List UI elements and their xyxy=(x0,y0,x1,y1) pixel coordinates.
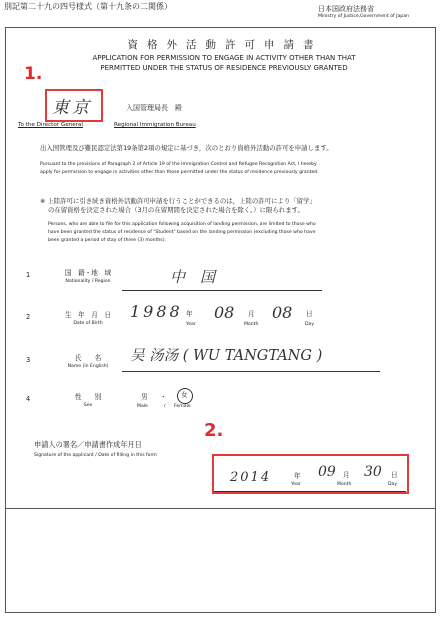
dob-year-jp: 年 xyxy=(186,310,193,318)
signature-year-en: Year xyxy=(291,482,301,487)
signature-day-jp: 日 xyxy=(391,471,398,479)
frame-divider xyxy=(5,508,436,509)
nationality-label-jp: 国 籍・地 域 xyxy=(64,269,112,277)
note-jp-line1: ※ 上陸許可に引き続き資格外活動許可申請を行うことができるのは，上陸の許可により「留学」 xyxy=(40,197,316,205)
sex-separator-en: / xyxy=(164,404,166,409)
dob-label-en: Date of Birth xyxy=(73,321,103,326)
dob-month-jp: 月 xyxy=(248,310,255,318)
note-en-line1: Persons, who are able to file for this application following acquisition of landing permission, are limited to those who xyxy=(48,222,316,227)
annotation-marker-1: 1. xyxy=(24,64,43,84)
to-director-general: To the Director General xyxy=(18,122,83,128)
signature-year: 2014 xyxy=(230,470,272,485)
dob-day-en: Day xyxy=(305,322,315,327)
pursuant-en-line2: apply for permission to engage in activities other than those permitted under the status of residence previously granted. xyxy=(40,170,319,175)
dob-month-en: Month xyxy=(244,322,259,327)
nationality-underline xyxy=(122,290,322,291)
ministry-en: Ministry of Justice,Government of Japan xyxy=(318,14,409,19)
handwritten-bureau: 東京 xyxy=(52,98,92,118)
nationality-value: 中 国 xyxy=(170,268,216,286)
sex-female-en: Female xyxy=(174,404,191,409)
signature-month-jp: 月 xyxy=(343,471,350,479)
pursuant-jp: 出入国管理及び難民認定法第19条第2項の規定に基づき，次のとおり資格外活動の許可を申請します。 xyxy=(40,144,333,152)
field-num-4: 4 xyxy=(26,395,31,403)
name-label-jp: 氏 名 xyxy=(74,354,102,362)
signature-month: 09 xyxy=(318,464,336,480)
title-en-line1: APPLICATION FOR PERMISSION TO ENGAGE IN ACTIVITY OTHER THAN THAT xyxy=(92,54,356,62)
dob-label-jp: 生 年 月 日 xyxy=(64,311,112,319)
pursuant-en-line1: Pursuant to the provisions of Paragraph 2 of Article 19 of the Immigration Control and Refugee Recognition Act, I hereby xyxy=(40,162,317,167)
dob-year-en: Year xyxy=(186,322,196,327)
ministry-jp: 日本国政府法務省 xyxy=(318,5,374,13)
note-jp-line2: の在留資格を決定された場合（3月の在留期間を決定された場合を除く。）に限られます。 xyxy=(48,206,304,214)
sex-label-jp: 性 別 xyxy=(74,393,102,401)
sex-separator: ・ xyxy=(160,393,167,401)
dob-day: 08 xyxy=(272,303,293,322)
signature-month-en: Month xyxy=(337,482,352,487)
note-en-line3: been granted a period of stay of three (3) months). xyxy=(48,238,166,243)
sex-male-jp: 男 xyxy=(141,393,148,401)
name-underline xyxy=(122,371,380,372)
name-value: 吴 汤汤 ( WU TANGTANG ) xyxy=(130,348,323,364)
sex-label-en: Sex xyxy=(83,403,93,408)
annotation-marker-2: 2. xyxy=(204,420,224,441)
signature-underline xyxy=(214,491,406,492)
title-jp: 資格外活動許可申請書 xyxy=(127,39,323,51)
note-en-line2: have been granted the status of residence of "Student" based on the landing permission (excluding those who have xyxy=(48,230,316,235)
form-id: 別記第二十九の四号様式（第十九条の二関係） xyxy=(4,2,172,11)
dob-year: 1988 xyxy=(130,302,183,321)
sex-female-jp: 女 xyxy=(181,391,188,399)
signature-day: 30 xyxy=(364,464,382,480)
field-num-3: 3 xyxy=(26,356,31,364)
bureau-suffix-jp: 入国管理局長 殿 xyxy=(126,104,182,112)
signature-label-en: Signature of the applicant / Date of filling in this form xyxy=(34,453,157,458)
signature-year-jp: 年 xyxy=(294,472,301,480)
field-num-2: 2 xyxy=(26,313,31,321)
regional-immigration-bureau: Regional Immigration Bureau xyxy=(114,122,196,128)
signature-label-jp: 申請人の署名／申請書作成年月日 xyxy=(34,440,142,449)
name-label-en: Name (in English) xyxy=(67,364,109,369)
field-num-1: 1 xyxy=(26,271,31,279)
title-en-line2: PERMITTED UNDER THE STATUS OF RESIDENCE PREVIOUSLY GRANTED xyxy=(100,64,348,72)
signature-day-en: Day xyxy=(388,482,398,487)
sex-male-en: Male xyxy=(137,404,148,409)
dob-month: 08 xyxy=(214,303,235,322)
dob-day-jp: 日 xyxy=(306,310,313,318)
nationality-label-en: Nationality / Region xyxy=(65,279,111,284)
